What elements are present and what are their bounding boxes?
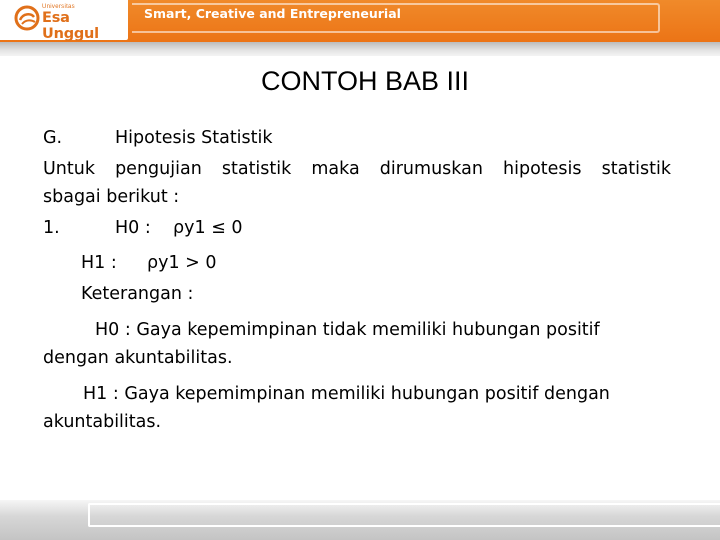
h1-description-text: H1 : Gaya kepemimpinan memiliki hubungan positif dengan <box>83 384 610 404</box>
logo-small-text: Universitas <box>42 4 75 10</box>
top-divider-band <box>0 42 720 56</box>
slide-title: CONTOH BAB III <box>260 66 470 96</box>
intro-line-1: Untuk pengujian statistik maka dirumuskan hipotesis statistik <box>43 159 671 179</box>
header-bar <box>0 0 720 42</box>
h1-description-line-2: akuntabilitas. <box>43 412 162 432</box>
globe-swirl-icon <box>14 5 40 31</box>
h0-expression: ρy1 ≤ 0 <box>173 218 243 238</box>
h1-description-line-1 <box>43 380 671 408</box>
section-heading: Hipotesis Statistik <box>115 128 273 148</box>
section-letter: G. <box>43 128 63 148</box>
hypothesis-h1-line <box>43 249 671 280</box>
logo-name: Esa Unggul <box>42 10 99 42</box>
logo <box>0 0 128 40</box>
slide-body <box>43 124 671 439</box>
keterangan-label: Keterangan : <box>81 284 194 304</box>
h1-expression: ρy1 > 0 <box>147 253 217 273</box>
h0-description-text: H0 : Gaya kepemimpinan tidak memiliki hubungan positif <box>95 320 600 340</box>
h0-description-line-1 <box>43 316 671 344</box>
h1-label: H1 : <box>81 253 117 273</box>
tagline: Smart, Creative and Entrepreneurial <box>144 6 401 21</box>
section-heading-line <box>43 124 671 155</box>
bottom-frame-decoration <box>88 503 720 527</box>
intro-line-2: sbagai berikut : <box>43 187 180 207</box>
h0-label: H0 : <box>115 218 151 238</box>
keterangan-line <box>43 280 671 316</box>
item-number: 1. <box>43 218 60 238</box>
hypothesis-h0-line <box>43 214 671 249</box>
h0-description-line-2: dengan akuntabilitas. <box>43 348 233 368</box>
